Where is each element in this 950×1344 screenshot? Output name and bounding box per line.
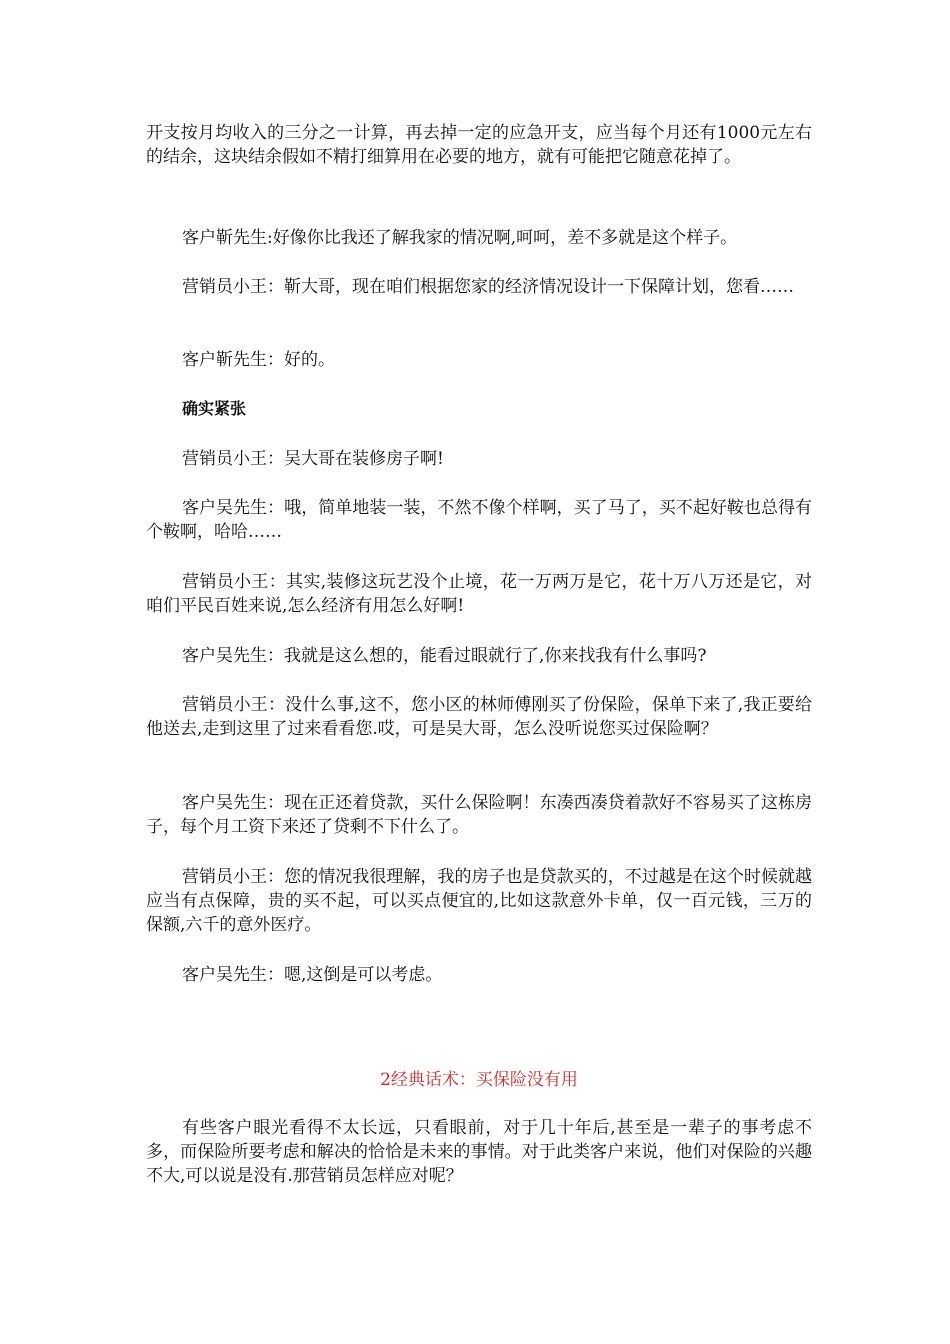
paragraph-wu-3: 客户吴先生：现在正还着贷款，买什么保险啊！东凑西凑贷着款好不容易买了这栋房子，每个月工资下来还了贷剩不下什么了。: [146, 793, 812, 837]
section-heading: 2经典话术：买保险没有用: [380, 1070, 578, 1090]
paragraph-wang-2: 营销员小王：吴大哥在装修房子啊!: [182, 449, 444, 469]
section-subheading: 确实紧张: [182, 399, 247, 418]
paragraph-wang-1: 营销员小王：靳大哥，现在咱们根据您家的经济情况设计一下保障计划，您看……: [182, 277, 794, 297]
paragraph-wu-1: 客户吴先生：哦，简单地装一装，不然不像个样啊，买了马了，买不起好鞍也总得有个鞍啊，哈哈……: [146, 498, 812, 542]
paragraph-budget: 开支按月均收入的三分之一计算，再去掉一定的应急开支，应当每个月还有1000元左右的结余，这块结余假如不精打细算用在必要的地方，就有可能把它随意花掉了。: [146, 123, 812, 167]
paragraph-wu-2: 客户吴先生：我就是这么想的，能看过眼就行了,你来找我有什么事吗?: [182, 646, 707, 666]
paragraph-wang-5: 营销员小王：您的情况我很理解，我的房子也是贷款买的，不过越是在这个时候就越应当有点保障，贵的买不起，可以买点便宜的,比如这款意外卡单，仅一百元钱，三万的保额,六千的意外医疗。: [146, 867, 812, 935]
paragraph-jin-2: 客户靳先生：好的。: [182, 350, 335, 370]
paragraph-intro: 有些客户眼光看得不太长远，只看眼前，对于几十年后,甚至是一辈子的事考虑不多，而保险所要考虑和解决的恰恰是未来的事情。对于此类客户来说，他们对保险的兴趣不大,可以说是没有.那营销员怎样应对呢？: [146, 1118, 812, 1186]
paragraph-wang-4: 营销员小王：没什么事,这不，您小区的林师傅刚买了份保险，保单下来了,我正要给他送去,走到这里了过来看看您.哎，可是吴大哥，怎么没听说您买过保险啊？: [146, 695, 812, 739]
paragraph-wang-3: 营销员小王：其实,装修这玩艺没个止境，花一万两万是它，花十万八万还是它，对咱们平民百姓来说,怎么经济有用怎么好啊!: [146, 572, 812, 616]
paragraph-wu-4: 客户吴先生：嗯,这倒是可以考虑。: [182, 965, 443, 985]
paragraph-jin-1: 客户靳先生:好像你比我还了解我家的情况啊,呵呵，差不多就是这个样子。: [182, 228, 738, 248]
